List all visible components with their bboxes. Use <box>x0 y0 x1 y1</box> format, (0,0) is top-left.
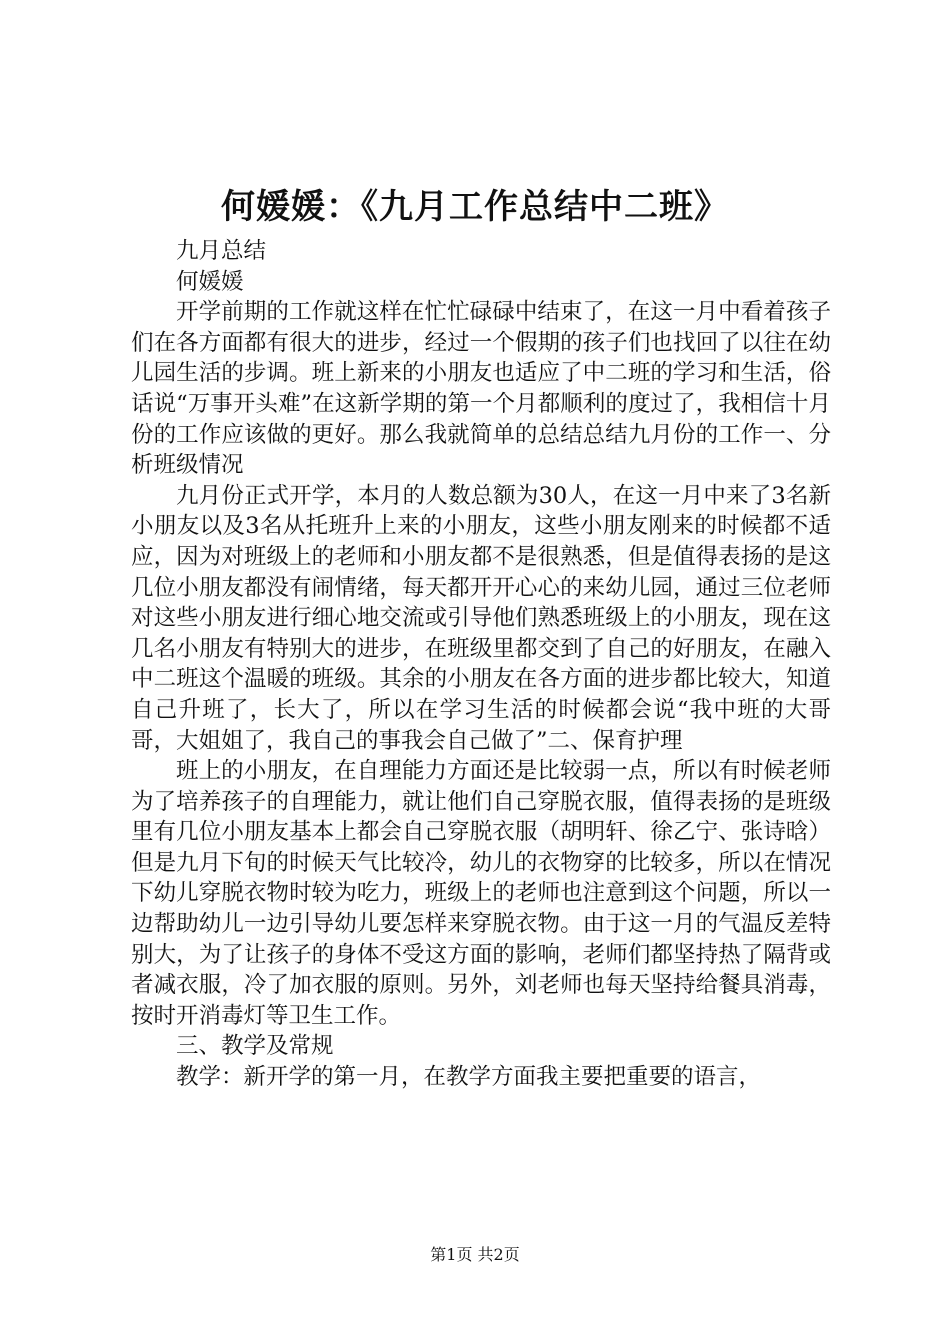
paragraph-author: 何媛媛 <box>176 268 244 295</box>
document-title: 何媛媛：《九月工作总结中二班》 <box>221 187 729 227</box>
paragraph-class-situation: 九月份正式开学，本月的人数总额为30人，在这一月中来了3名新小朋友以及3名从托班升上来的小朋友，这些小朋友刚来的时候都不适应，因为对班级上的老师和小朋友都不是很熟悉，但是值得表扬的是这几位小朋友都没有闹情绪，每天都开开心心的来幼儿园，通过三位老师对这些小朋友进行细心地交流或引导他们熟悉班级上的小朋友，现在这几名小朋友有特别大的进步，在班级里都交到了自己的好朋友，在融入中二班这个温暖的班级。其余的小朋友在各方面的进步都比较大，知道自己升班了，长大了，所以在学习生活的时候都会说“我中班的大哥哥，大姐姐了，我自己的事我会自己做了”二、保育护理 <box>131 482 831 754</box>
document-body <box>131 236 831 1093</box>
paragraph-heading: 九月总结 <box>176 238 267 264</box>
paragraph-intro: 开学前期的工作就这样在忙忙碌碌中结束了，在这一月中看着孩子们在各方面都有很大的进步，经过一个假期的孩子们也找回了以往在幼儿园生活的步调。班上新来的小朋友也适应了中二班的学习和生活，俗话说“万事开头难”在这新学期的第一个月都顺利的度过了，我相信十月份的工作应该做的更好。那么我就简单的总结总结九月份的工作一、分析班级情况 <box>131 299 831 479</box>
paragraph-teaching: 教学：新开学的第一月，在教学方面我主要把重要的语言， <box>176 1064 762 1091</box>
paragraph-section-heading: 三、教学及常规 <box>176 1033 334 1060</box>
page-footer: 第1页 共2页 <box>430 1245 520 1264</box>
paragraph-care: 班上的小朋友，在自理能力方面还是比较弱一点，所以有时候老师为了培养孩子的自理能力，就让他们自己穿脱衣服，值得表扬的是班级里有几位小朋友基本上都会自己穿脱衣服（胡明轩、徐乙宁、张诗晗）但是九月下旬的时候天气比较冷，幼儿的衣物穿的比较多，所以在情况下幼儿穿脱衣物时较为吃力，班级上的老师也注意到这个问题，所以一边帮助幼儿一边引导幼儿要怎样来穿脱衣物。由于这一月的气温反差特别大，为了让孩子的身体不受这方面的影响，老师们都坚持热了隔背或者减衣服，冷了加衣服的原则。另外，刘老师也每天坚持给餐具消毒，按时开消毒灯等卫生工作。 <box>131 758 831 1029</box>
